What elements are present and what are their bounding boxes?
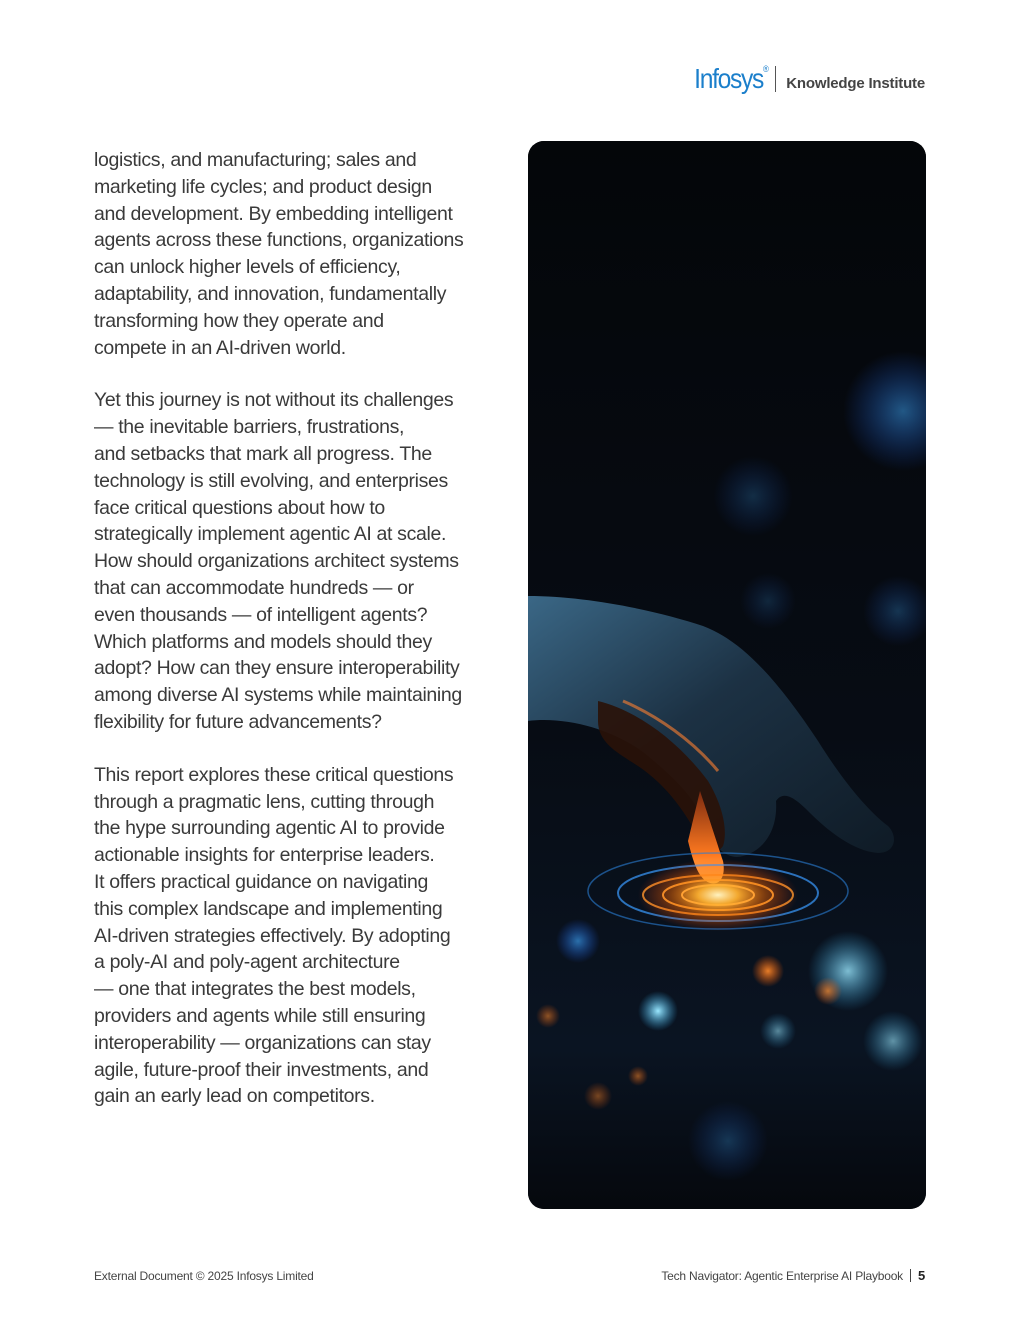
footer-right — [661, 1268, 925, 1283]
text-line: through a pragmatic lens, cutting through — [94, 790, 435, 813]
infosys-logo: Infosys® — [694, 63, 770, 94]
header-divider — [775, 66, 776, 92]
text-line: even thousands — of intelligent agents? — [94, 603, 428, 626]
text-line: marketing life cycles; and product design — [94, 175, 432, 198]
text-line: This report explores these critical questions — [94, 763, 454, 786]
text-line: agents across these functions, organizations — [94, 229, 464, 252]
footer-divider — [910, 1269, 911, 1282]
knowledge-institute-label: Knowledge Institute — [786, 74, 925, 92]
text-line: and development. By embedding intelligent — [94, 202, 453, 225]
text-line: that can accommodate hundreds — or — [94, 576, 414, 599]
hero-image — [528, 141, 926, 1209]
text-line: Yet this journey is not without its challenges — [94, 389, 454, 412]
text-line: How should organizations architect systems — [94, 550, 459, 573]
text-line: adaptability, and innovation, fundamentally — [94, 282, 447, 305]
text-line: AI-driven strategies effectively. By adopting — [94, 924, 451, 947]
text-line: and setbacks that mark all progress. The — [94, 442, 432, 465]
text-line: transforming how they operate and — [94, 309, 384, 332]
paragraph-1 — [94, 147, 494, 361]
text-line: logistics, and manufacturing; sales and — [94, 149, 417, 171]
text-line: actionable insights for enterprise leaders. — [94, 844, 435, 867]
page-header — [684, 62, 925, 96]
text-line: It offers practical guidance on navigating — [94, 870, 428, 893]
text-line: the hype surrounding agentic AI to provide — [94, 817, 445, 840]
text-line: Which platforms and models should they — [94, 630, 432, 653]
text-line: providers and agents while still ensuring — [94, 1004, 426, 1027]
text-line: a poly-AI and poly-agent architecture — [94, 951, 400, 974]
text-line: compete in an AI-driven world. — [94, 336, 346, 359]
text-line: face critical questions about how to — [94, 496, 385, 519]
footer-doc-title: Tech Navigator: Agentic Enterprise AI Playbook — [661, 1268, 903, 1283]
footer-copyright: External Document © 2025 Infosys Limited — [94, 1269, 314, 1283]
text-line: — one that integrates the best models, — [94, 978, 416, 1001]
text-line: strategically implement agentic AI at scale. — [94, 523, 447, 546]
text-line: among diverse AI systems while maintaining — [94, 684, 462, 707]
text-line: adopt? How can they ensure interoperability — [94, 657, 460, 680]
text-line: can unlock higher levels of efficiency, — [94, 256, 401, 279]
body-text — [94, 147, 494, 1136]
text-line: flexibility for future advancements? — [94, 710, 382, 733]
text-line: interoperability — organizations can stay — [94, 1031, 431, 1054]
page-number: 5 — [917, 1268, 925, 1283]
text-line: — the inevitable barriers, frustrations, — [94, 416, 405, 439]
text-line: agile, future-proof their investments, and — [94, 1058, 429, 1081]
paragraph-3 — [94, 762, 494, 1110]
text-line: technology is still evolving, and enterprises — [94, 469, 448, 492]
text-line: this complex landscape and implementing — [94, 897, 443, 920]
text-line: gain an early lead on competitors. — [94, 1085, 375, 1108]
paragraph-2 — [94, 387, 494, 735]
hand-touch-illustration — [528, 141, 926, 1209]
